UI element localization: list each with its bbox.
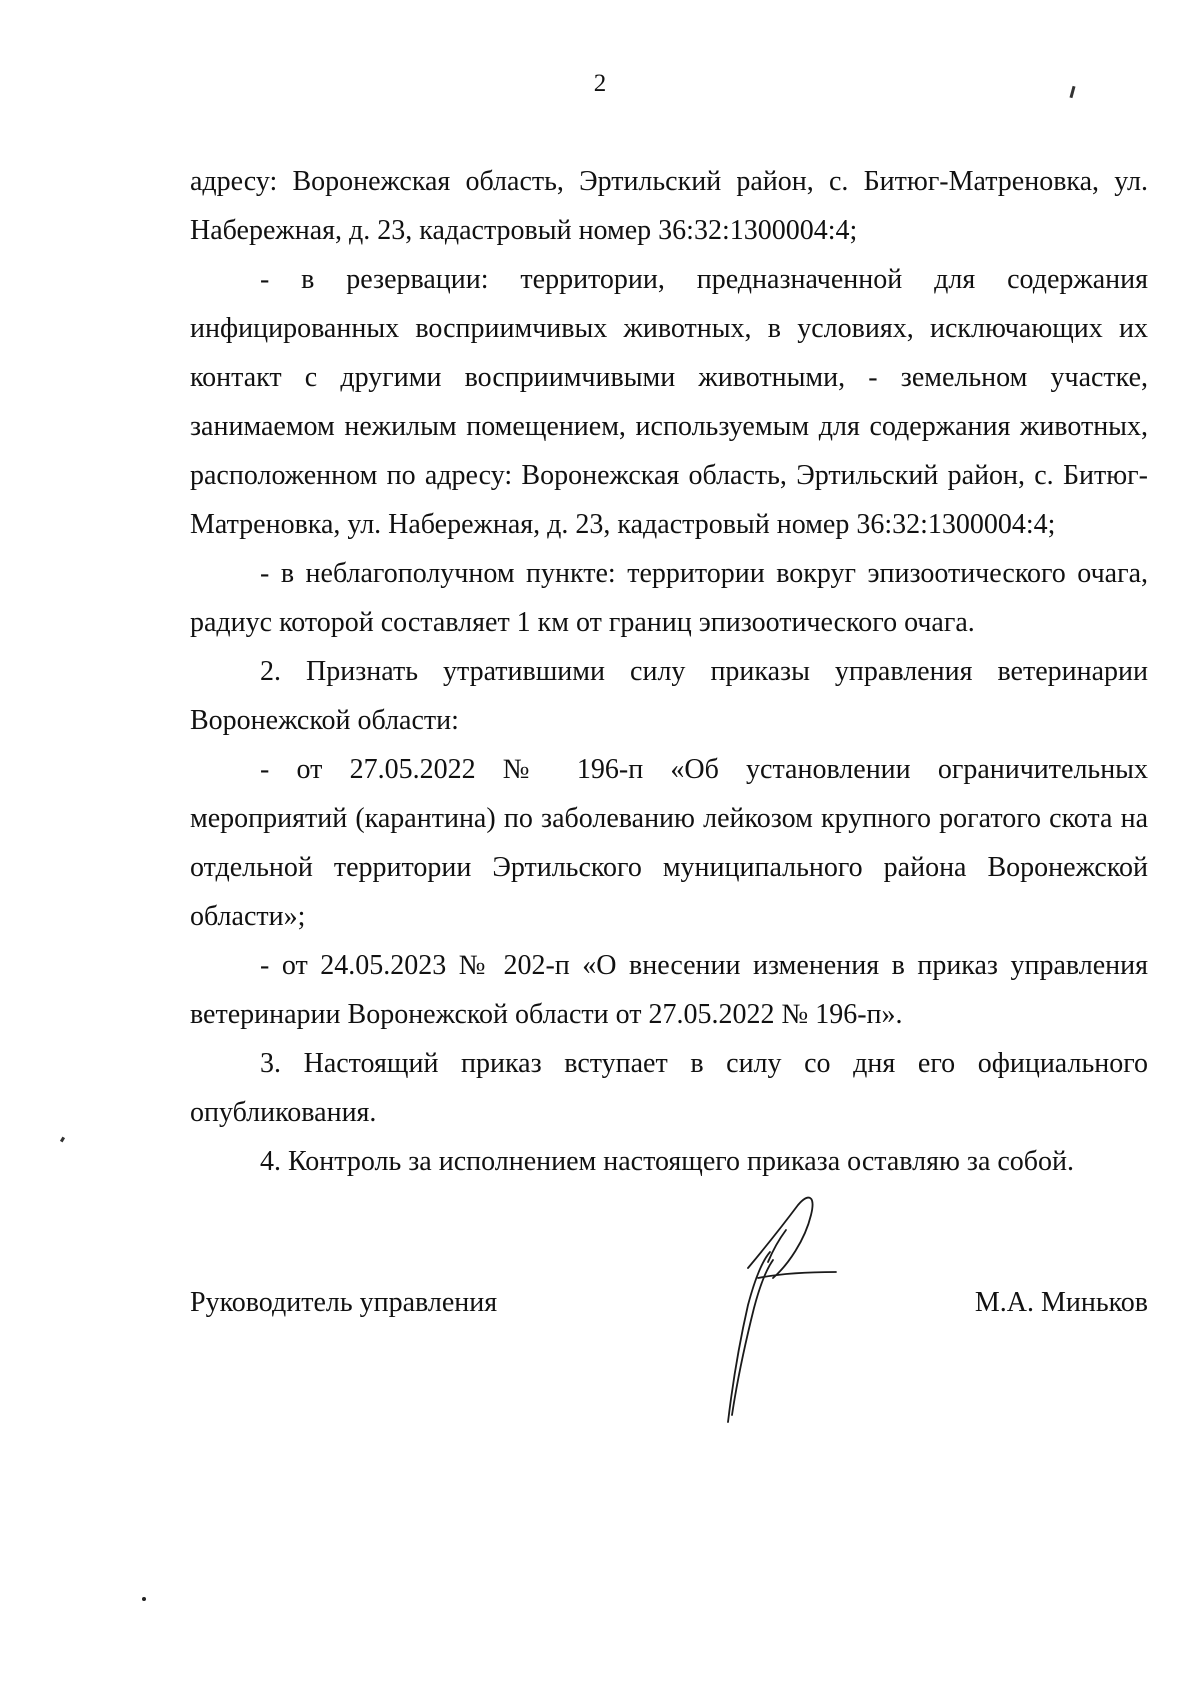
signature-block [190,1287,1148,1327]
scan-artifact-mark [60,1137,65,1143]
signer-position: Руководитель управления [190,1287,498,1318]
paragraph-item-4: 4. Контроль за исполнением настоящего приказа оставляю за собой. [260,1146,1075,1177]
paragraph-unfavorable-point: - в неблагополучном пункте: территории вокруг эпизоотического очага, радиус которой составляет 1 км от границ эпизоотического очага. [190,558,1148,638]
signer-name: М.А. Миньков [974,1287,1148,1318]
handwritten-signature [718,1190,858,1425]
scan-artifact-dot [142,1597,146,1601]
paragraph-item-2: 2. Признать утратившими силу приказы управления ветеринарии Воронежской области: [190,656,1148,736]
paragraph-order-202: - от 24.05.2023 № 202-п «О внесении изменения в приказ управления ветеринарии Воронежской области от 27.05.2022 № 196-п». [190,950,1148,1030]
document-body [190,157,1148,1186]
paragraph-item-3: 3. Настоящий приказ вступает в силу со дня его официального опубликования. [190,1048,1148,1128]
page-number: 2 [593,70,607,97]
paragraph-order-196: - от 27.05.2022 № 196-п «Об установлении ограничительных мероприятий (карантина) по заболеванию лейкозом крупного рогатого скота на отдельной территории Эртильского муниципального района Воронежской области»; [190,754,1148,932]
paragraph-address-continuation: адресу: Воронежская область, Эртильский район, с. Битюг-Матреновка, ул. Набережная, д. 23, кадастровый номер 36:32:1300004:4; [190,166,1148,246]
paragraph-reservation: - в резервации: территории, предназначенной для содержания инфицированных восприимчивых животных, в условиях, исключающих их контакт с другими восприимчивыми животными, - земельном участке, занимаемом нежилым помещением, используемым для содержания животных, расположенном по адресу: Воронежская область, Эртильский район, с. Битюг-Матреновка, ул. Набережная, д. 23, кадастровый номер 36:32:1300004:4; [190,264,1148,540]
